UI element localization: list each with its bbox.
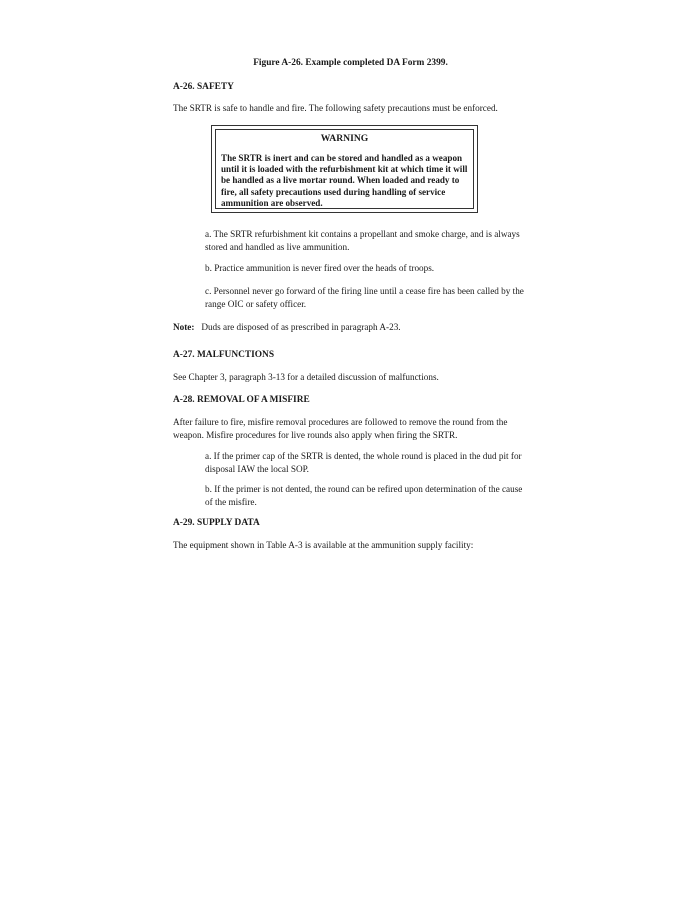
- supply-text: The equipment shown in Table A-3 is available at the ammunition supply facility:: [173, 540, 474, 550]
- document-page: [173, 0, 528, 899]
- misfire-item-b: b. If the primer is not dented, the round can be refired upon determination of the cause of the misfire.: [205, 484, 523, 507]
- safety-heading: A-26. SAFETY: [173, 82, 234, 92]
- warning-title: WARNING: [320, 133, 369, 144]
- malfunctions-text: See Chapter 3, paragraph 3-13 for a detailed discussion of malfunctions.: [173, 372, 439, 382]
- misfire-intro: After failure to fire, misfire removal procedures are followed to remove the round from the weapon. Misfire procedures for live rounds also apply when firing the SRTR.: [173, 417, 508, 440]
- safety-item-c: c. Personnel never go forward of the firing line until a cease fire has been called by the range OIC or safety officer.: [205, 286, 524, 309]
- warning-box: [211, 125, 478, 213]
- warning-text: The SRTR is inert and can be stored and handled as a weapon until it is loaded with the refurbishment kit at which time it will be handled as a live mortar round. When loaded and ready to fire, all safety precautions used during handling of service ammunition are observed.: [221, 153, 468, 208]
- safety-intro: The SRTR is safe to handle and fire. The following safety precautions must be enforced.: [173, 103, 498, 113]
- supply-heading: A-29. SUPPLY DATA: [173, 518, 260, 528]
- figure-caption: Figure A-26. Example completed DA Form 2399.: [253, 58, 448, 68]
- malfunctions-heading: A-27. MALFUNCTIONS: [173, 350, 275, 360]
- misfire-heading: A-28. REMOVAL OF A MISFIRE: [173, 395, 310, 405]
- warning-inner-frame: [215, 129, 474, 209]
- safety-item-a: a. The SRTR refurbishment kit contains a propellant and smoke charge, and is always stored and handled as live ammunition.: [205, 229, 520, 252]
- misfire-item-a: a. If the primer cap of the SRTR is dented, the whole round is placed in the dud pit for disposal IAW the local SOP.: [205, 451, 522, 474]
- safety-note: [173, 321, 528, 334]
- note-label: Note:: [173, 322, 195, 332]
- safety-item-b: b. Practice ammunition is never fired over the heads of troops.: [205, 263, 435, 273]
- note-text: Duds are disposed of as prescribed in paragraph A-23.: [201, 322, 401, 332]
